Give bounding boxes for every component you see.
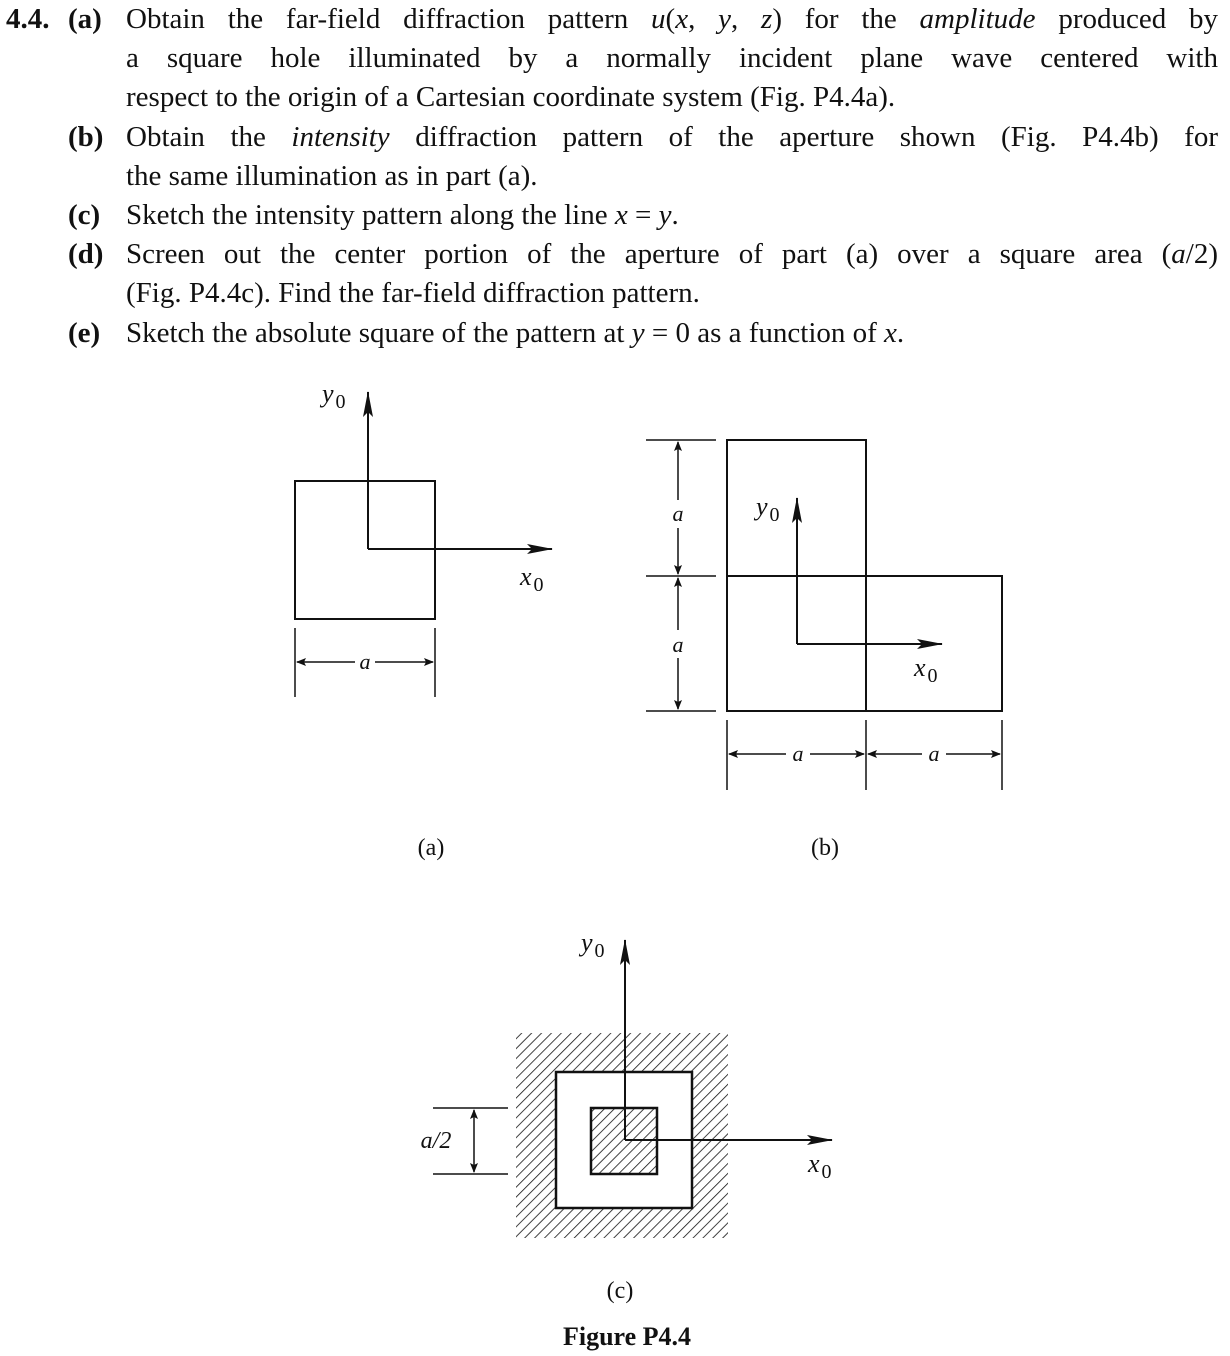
part-label: (c) bbox=[68, 199, 101, 231]
text-segment: Screen out the center portion of the aperture of part (a) over a square area ( bbox=[126, 238, 1172, 271]
text-segment: ) for the bbox=[772, 3, 920, 35]
part-label: (b) bbox=[68, 120, 104, 153]
text-segment: x bbox=[675, 3, 689, 35]
x0-label: x $_0$ bbox=[914, 653, 938, 687]
text-segment: y bbox=[658, 199, 672, 231]
x0-label: x $_0$ bbox=[520, 562, 544, 596]
dim-a-label: a bbox=[928, 741, 940, 766]
figure-a bbox=[295, 379, 552, 861]
part-label: (a) bbox=[68, 3, 102, 35]
part-label: (e) bbox=[68, 316, 101, 349]
part-label: (d) bbox=[68, 238, 104, 271]
text-segment: Obtain the far-field diffraction pattern bbox=[126, 3, 652, 35]
text-segment: (Fig. P4.4c). Find the far-field diffraction pattern. bbox=[126, 277, 700, 310]
problem-number: 4.4. bbox=[6, 3, 50, 35]
x0-label: x $_0$ bbox=[808, 1149, 832, 1183]
text-segment: ( bbox=[665, 3, 676, 35]
text-segment: . bbox=[896, 316, 905, 349]
text-segment: u bbox=[651, 3, 666, 35]
text-segment: amplitude bbox=[919, 3, 1036, 35]
text-segment: Sketch the intensity pattern along the line bbox=[126, 199, 615, 231]
text-segment: x bbox=[884, 316, 897, 349]
dim-a-label: a bbox=[672, 632, 684, 657]
figure-b bbox=[646, 440, 1002, 861]
text-segment: diffraction pattern of the aperture shown (Fig. P4.4b) for bbox=[389, 120, 1218, 153]
dim-a-label: a bbox=[792, 741, 804, 766]
y0-label: y $_0$ bbox=[581, 928, 605, 962]
text-segment: produced by bbox=[1035, 3, 1219, 35]
caption-c: (c) bbox=[606, 1278, 634, 1304]
text-segment: Obtain the bbox=[126, 120, 292, 153]
figure-title: Figure P4.4 bbox=[562, 1322, 692, 1351]
text-segment: respect to the origin of a Cartesian coordinate system (Fig. P4.4a). bbox=[126, 81, 896, 114]
dim-a-label: a bbox=[672, 501, 684, 526]
dim-a-label: a bbox=[359, 649, 371, 674]
figure-c bbox=[421, 928, 832, 1304]
text-segment: intensity bbox=[291, 120, 390, 153]
text-segment: . bbox=[671, 199, 679, 231]
text-segment: , bbox=[688, 3, 719, 35]
y0-label: y $_0$ bbox=[322, 379, 346, 413]
text-segment: a bbox=[1171, 238, 1186, 271]
text-segment: = bbox=[627, 199, 659, 231]
text-segment: = 0 as a function of bbox=[644, 316, 885, 349]
text-segment: Sketch the absolute square of the pattern at bbox=[126, 316, 632, 349]
text-segment: y bbox=[631, 316, 645, 349]
caption-a: (a) bbox=[417, 835, 445, 861]
text-segment: , bbox=[730, 3, 762, 35]
text-segment: z bbox=[761, 3, 773, 35]
dim-half-label: a/2 bbox=[420, 1128, 452, 1154]
text-segment: a square hole illuminated by a normally incident plane wave centered with bbox=[126, 42, 1218, 75]
y0-label: y $_0$ bbox=[756, 492, 780, 526]
caption-b: (b) bbox=[811, 835, 839, 861]
text-segment: y bbox=[718, 3, 731, 35]
text-segment: the same illumination as in part (a). bbox=[126, 159, 538, 192]
text-segment: /2) bbox=[1185, 238, 1218, 271]
text-segment: x bbox=[614, 199, 628, 231]
